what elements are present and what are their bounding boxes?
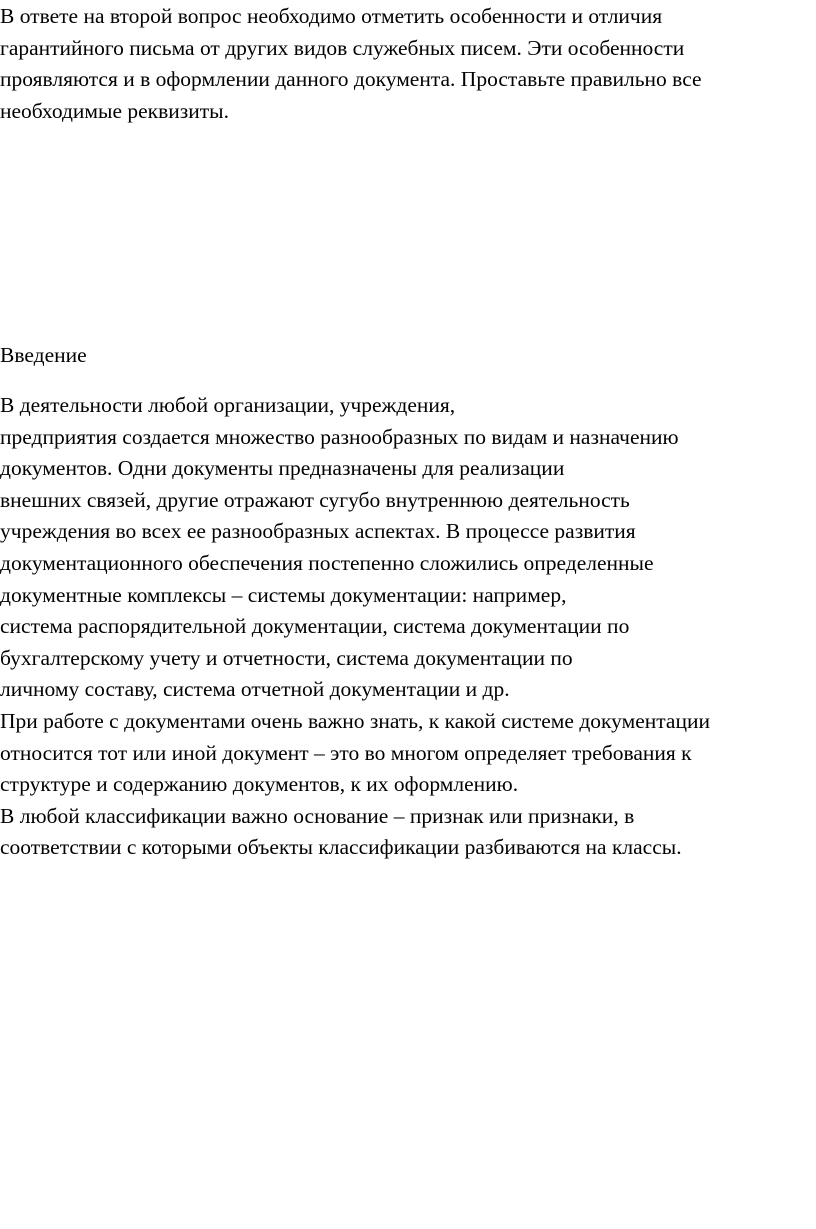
body-line: соответствии с которыми объекты классификации разбиваются на классы.: [0, 835, 682, 859]
body-line: предприятия создается множество разнообразных по видам и назначению: [0, 425, 679, 449]
body-line: личному составу, система отчетной документации и др.: [0, 677, 510, 701]
body-line: В любой классификации важно основание – признак или признаки, в: [0, 804, 635, 828]
body-line: При работе с документами очень важно знать, к какой системе документации: [0, 709, 710, 733]
body-line: относится тот или иной документ – это во многом определяет требования к: [0, 741, 692, 765]
intro-line: проявляются и в оформлении данного документа. Проставьте правильно все: [0, 67, 702, 91]
body-line: система распорядительной документации, система документации по: [0, 614, 630, 638]
intro-line: необходимые реквизиты.: [0, 99, 230, 123]
body-line: бухгалтерскому учету и отчетности, система документации по: [0, 646, 573, 670]
body-line: В деятельности любой организации, учреждения,: [0, 393, 456, 417]
intro-line: гарантийного письма от других видов служебных писем. Эти особенности: [0, 36, 685, 60]
body-line: внешних связей, другие отражают сугубо внутреннюю деятельность: [0, 488, 630, 512]
body-line: учреждения во всех ее разнообразных аспектах. В процессе развития: [0, 519, 636, 543]
body-line: структуре и содержанию документов, к их оформлению.: [0, 772, 519, 796]
body-line: документов. Одни документы предназначены для реализации: [0, 456, 565, 480]
section-heading: Введение: [0, 343, 87, 367]
body-line: документационного обеспечения постепенно сложились определенные: [0, 551, 654, 575]
intro-line: В ответе на второй вопрос необходимо отметить особенности и отличия: [0, 4, 663, 28]
body-line: документные комплексы – системы документации: например,: [0, 583, 567, 607]
